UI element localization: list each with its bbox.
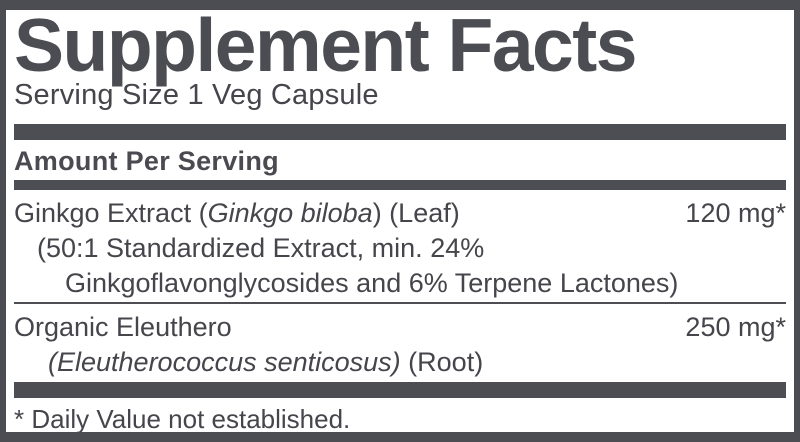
ingredient-detail-line: (50:1 Standardized Extract, min. 24%	[37, 233, 485, 263]
ingredient-name-ginkgo	[14, 196, 460, 231]
amount-per-serving-heading: Amount Per Serving	[14, 146, 279, 176]
serving-size-line: Serving Size 1 Veg Capsule	[14, 79, 379, 111]
ingredient-detail-line	[14, 345, 786, 380]
separator-bar-thick-bottom	[14, 382, 786, 398]
ingredient-row-eleuthero	[14, 310, 786, 345]
ingredient-botanical-name: Ginkgo biloba	[207, 198, 373, 228]
ingredient-name-suffix: ) (Leaf)	[372, 198, 460, 228]
ingredient-name-prefix: Ginkgo Extract (	[14, 198, 208, 228]
separator-bar-thick-top	[14, 124, 786, 140]
ingredient-amount-eleuthero: 250 mg*	[685, 312, 786, 342]
ingredient-row-ginkgo	[14, 196, 786, 231]
daily-value-footnote: * Daily Value not established.	[14, 404, 351, 434]
ingredient-botanical-name: (Eleutherococcus senticosus)	[48, 347, 401, 377]
ingredient-detail-line: Ginkgoflavonglycosides and 6% Terpene Lactones)	[65, 268, 679, 298]
label-title: Supplement Facts	[14, 3, 636, 87]
separator-bar-medium	[14, 180, 786, 190]
ingredient-detail-suffix: (Root)	[400, 347, 484, 377]
ingredient-name-eleuthero: Organic Eleuthero	[14, 312, 232, 342]
ingredient-amount-ginkgo: 120 mg*	[685, 198, 786, 228]
separator-rule-thin	[14, 302, 786, 306]
